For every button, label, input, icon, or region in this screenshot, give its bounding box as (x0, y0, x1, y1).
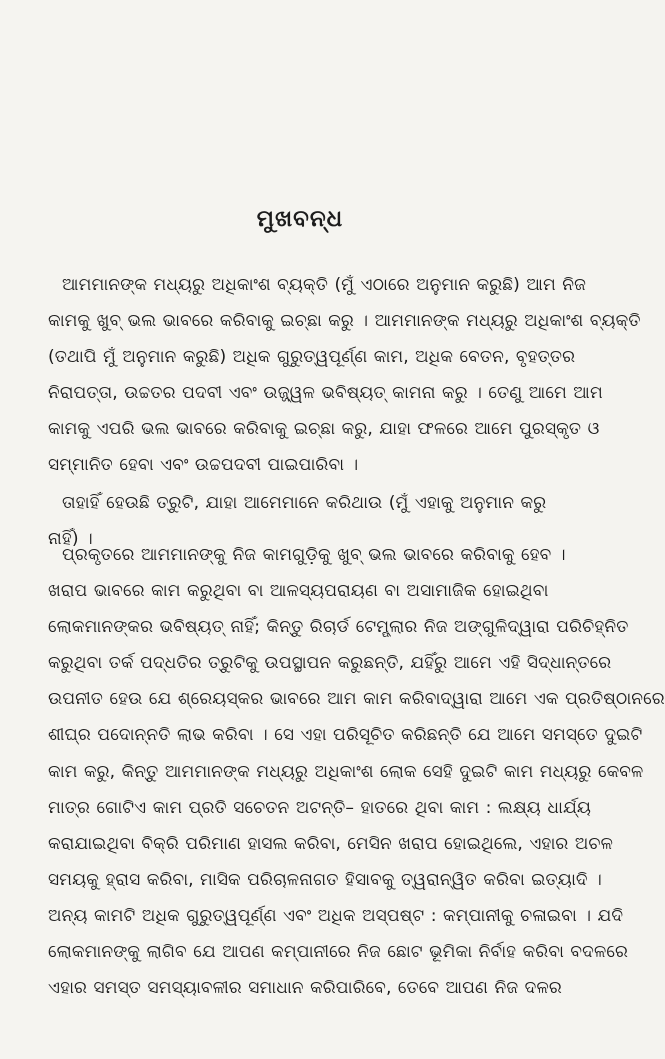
paragraph-3 (48, 537, 665, 1006)
text-line: କାମକୁ ଏପରି ଭଲ ଭାବରେ କରିବାକୁ ଇଚ୍ଛା କରୁ, ଯାହା ଫଳରେ ଆମେ ପୁରସ୍କୃତ ଓ (48, 419, 600, 440)
text-line: ପ୍ରକୃତରେ ଆମମାନଙ୍କୁ ନିଜ କାମଗୁଡ଼ିକୁ ଖୁବ୍ ଭଲ ଭାବରେ କରିବାକୁ ହେବ । (62, 545, 566, 565)
text-line: (ତଥାପି ମୁଁ ଅନୁମାନ କରୁଛି) ଅଧିକ ଗୁରୁତ୍ୱପୂର୍ଣ୍ଣ କାମ, ଅଧିକ ବେତନ, ବୃହତ୍ତର (48, 347, 576, 368)
text-line: ଏହାର ସମସ୍ତ ସମସ୍ୟାବଳୀର ସମାଧାନ କରିପାରିବେ, ତେବେ ଆପଣ ନିଜ ଦଳର (48, 978, 562, 999)
text-line: ଶୀଘ୍ର ପଦୋନ୍ନତି ଲାଭ କରିବା । ସେ ଏହା ପରିସୂଚିତ କରିଛନ୍ତି ଯେ ଆମେ ସମସ୍ତେ ଦୁଇଟି (48, 725, 643, 746)
text-line: ଉପନୀତ ହେଉ ଯେ ଶ୍ରେୟସ୍କର ଭାବରେ ଆମ କାମ କରିବାଦ୍ୱାରା ଆମେ ଏକ ପ୍ରତିଷ୍ଠାନରେ (48, 689, 665, 710)
text-line: ନିରାପତ୍ତା, ଉଚ୍ଚତର ପଦବୀ ଏବଂ ଉଜ୍ଜ୍ୱଳ ଭବିଷ୍ୟତ୍ କାମନା କରୁ । ତେଣୁ ଆମେ ଆମ (48, 383, 603, 404)
text-line: ଅନ୍ୟ କାମଟି ଅଧିକ ଗୁରୁତ୍ୱପୂର୍ଣ୍ଣ ଏବଂ ଅଧିକ ଅସ୍ପଷ୍ଟ : କମ୍ପାନୀକୁ ଚଳାଇବା । ଯଦି (48, 905, 624, 926)
text-line: ଖରାପ ଭାବରେ କାମ କରୁଥିବା ବା ଆଳସ୍ୟପରାୟଣ ବା ଅସାମାଜିକ ହୋଇଥିବା (48, 581, 549, 602)
text-line: ମାତ୍ର ଗୋଟିଏ କାମ ପ୍ରତି ସଚେତନ ଅଟନ୍ତି– ହାତରେ ଥିବା କାମ : ଲକ୍ଷ୍ୟ ଧାର୍ଯ୍ୟ (48, 797, 592, 818)
text-line: ସମ୍ମାନିତ ହେବା ଏବଂ ଉଚ୍ଚପଦବୀ ପାଇପାରିବା । (48, 455, 359, 476)
text-line: ଲୋକମାନଙ୍କୁ ଲାଗିବ ଯେ ଆପଣ କମ୍ପାନୀରେ ନିଜ ଛୋଟ ଭୂମିକା ନିର୍ବାହ କରିବା ବଦଳରେ (48, 942, 629, 963)
text-line: କାମ କରୁ, କିନ୍ତୁ ଆମମାନଙ୍କ ମଧ୍ୟରୁ ଅଧିକାଂଶ ଲୋକ ସେହି ଦୁଇଟି କାମ ମଧ୍ୟରୁ କେବଳ (48, 761, 644, 782)
text-line: ତାହାହିଁ ହେଉଛି ତ୍ରୁଟି, ଯାହା ଆମେମାନେ କରିଥାଉ (ମୁଁ ଏହାକୁ ଅନୁମାନ କରୁ (62, 493, 547, 513)
text-line: କାମକୁ ଖୁବ୍ ଭଲ ଭାବରେ କରିବାକୁ ଇଚ୍ଛା କରୁ । ଆମମାନଙ୍କ ମଧ୍ୟରୁ ଅଧିକାଂଶ ବ୍ୟକ୍ତି (48, 311, 641, 332)
text-line: କରାଯାଇଥିବା ବିକ୍ରି ପରିମାଣ ହାସଲ କରିବା, ମେସିନ ଖରାପ ହୋଇଥିଲେ, ଏହାର ଅଚଳ (48, 833, 614, 854)
text-line: ଆମମାନଙ୍କ ମଧ୍ୟରୁ ଅଧିକାଂଶ ବ୍ୟକ୍ତି (ମୁଁ ଏଠାରେ ଅନୁମାନ କରୁଛି) ଆମ ନିଜ (62, 275, 587, 295)
paragraph-1 (48, 267, 641, 484)
page-title: ମୁଖବନ୍ଧ (256, 206, 344, 232)
text-line: କରୁଥିବା ତର୍କ ପଦ୍ଧତିର ତ୍ରୁଟିକୁ ଉପସ୍ଥାପନ କରୁଛନ୍ତି, ଯହିଁରୁ ଆମେ ଏହି ସିଦ୍ଧାନ୍ତରେ (48, 653, 612, 674)
text-line: ଲୋକମାନଙ୍କର ଭବିଷ୍ୟତ୍ ନାହିଁ; କିନ୍ତୁ ରିଚାର୍ଡ ଟେମ୍ପ୍ଲାର ନିଜ ଅଙ୍ଗୁଳିଦ୍ୱାରା ପରିଚିହ୍ନିତ (48, 617, 629, 638)
text-line: ସମୟକୁ ହ୍ରାସ କରିବା, ମାସିକ ପରିଚାଳନାଗତ ହିସାବକୁ ତ୍ୱରାନ୍ୱିତ କରିବା ଇତ୍ୟାଦି । (48, 869, 602, 890)
text-line: ନାହିଁ) । (48, 529, 93, 550)
